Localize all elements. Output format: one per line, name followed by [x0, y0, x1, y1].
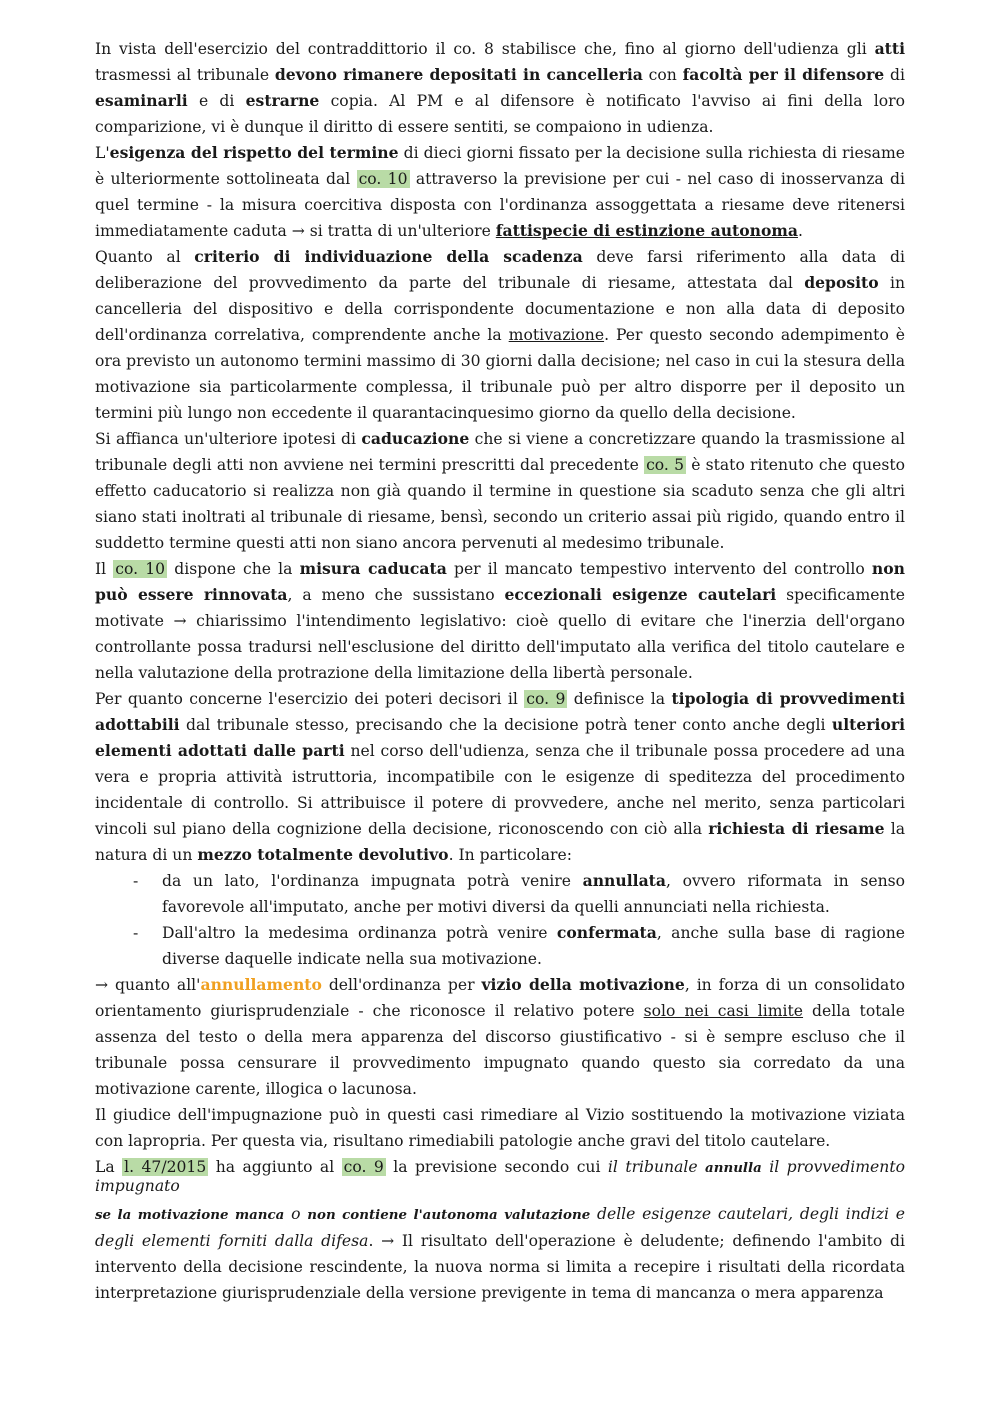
italic-text: delle esigenze cautelari, degli indizi e degli elementi forniti dalla difesa: [95, 1205, 905, 1250]
text: che si viene a concretizzare quando la trasmissione al tribunale degli atti non avviene nei termini prescritti dal precedente: [95, 430, 905, 474]
text: Il: [95, 560, 114, 578]
text: definisce la: [567, 690, 672, 708]
text: di dieci giorni fissato per la decisione sulla richiesta di riesame è ulteriormente sottolineata dal: [95, 144, 905, 188]
list-item: [95, 868, 905, 920]
list-item-text: [162, 868, 905, 920]
text: . Per questo secondo adempimento è ora previsto un autonomo termini massimo di 30 giorni dalla decisione; nel caso in cui la stesura della motivazione sia particolarmente complessa, il tribunale può per altro disporre per il deposito un termini più lungo non eccedente il quarantacinquesimo giorno da quello della decisione.: [95, 326, 905, 422]
document-page: [95, 36, 905, 1306]
text: La: [95, 1158, 123, 1176]
text: .: [797, 222, 803, 240]
text: , a meno che sussistano: [287, 586, 505, 604]
text: Quanto al: [95, 248, 195, 266]
bold-text: esaminarli: [95, 91, 188, 110]
text: , in forza di un consolidato orientamento giurisprudenziale - che riconosce il relativo potere: [95, 976, 906, 1020]
highlight-reference: co. 10: [115, 560, 166, 578]
text: copia. Al PM e al difensore è notificato l'avviso ai fini della loro comparizione, vi è dunque il diritto di essere sentiti, se compaiono in udienza.: [95, 92, 905, 136]
bold-underlined-text: fattispecie di estinzione autonoma: [495, 221, 798, 240]
text: di: [884, 66, 905, 84]
text: da un lato, l'ordinanza impugnata potrà venire: [162, 872, 583, 890]
text: della totale assenza del testo o della mera apparenza del discorso giustificativo - si è sempre escluso che il tribunale possa censurare il provvedimento impugnato quando questo sia corredato da una motivazione carente, illogica o lacunosa.: [95, 1002, 905, 1098]
highlight-reference: co. 10: [358, 170, 408, 188]
text: per il mancato tempestivo intervento del controllo: [446, 560, 872, 578]
text: attraverso la previsione per cui - nel caso di inosservanza di quel termine - la misura coercitiva disposta con l'ordinanza assoggettata a riesame deve ritenersi immediatamente caduta → si tratta di un'ulteriore: [95, 170, 905, 240]
text: ha aggiunto al: [208, 1158, 342, 1176]
text: la natura di un: [95, 820, 906, 864]
text: e di: [187, 92, 246, 110]
bold-text: richiesta di riesame: [708, 819, 885, 838]
text: dal tribunale stesso, precisando che la decisione potrà tener conto anche degli: [179, 716, 832, 734]
bold-text: deposito: [804, 273, 879, 292]
dash-bullet: -: [133, 872, 139, 890]
text: . In particolare:: [448, 846, 572, 864]
highlight-reference: co. 5: [646, 456, 684, 474]
orange-highlight-text: annullamento: [200, 975, 322, 994]
bold-italic-text: annulla: [705, 1160, 762, 1176]
bold-text: vizio della motivazione: [481, 975, 685, 994]
text: . → Il risultato dell'operazione è deludente; definendo l'ambito di intervento della decisione rescindente, la nuova norma si limita a recepire i risultati della ricordata interpretazione giurisprudenziale della versione previgente in tema di mancanza o mera apparenza: [95, 1232, 905, 1302]
bold-text: devono rimanere depositati in cancelleria: [274, 65, 643, 84]
highlight-reference: co. 9: [343, 1158, 384, 1176]
highlight-reference: co. 9: [526, 690, 566, 708]
paragraph-legge-47-2015: [95, 1154, 905, 1195]
list-item: [95, 920, 905, 972]
paragraph-motivazione-manca: [95, 1195, 905, 1306]
list-item-text: [162, 920, 905, 972]
bold-text: ulteriori elementi adottati dalle parti: [95, 715, 905, 760]
bold-text: esigenza del rispetto del termine: [109, 143, 399, 162]
text: dell'ordinanza per: [321, 976, 482, 994]
italic-text: il provvedimento impugnato: [95, 1158, 905, 1195]
text: in cancelleria del dispositivo e della corrispondente documentazione e non alla data di deposito dell'ordinanza correlativa, comprendente anche la: [95, 274, 905, 344]
text: , anche sulla base di ragione diverse daquelle indicate nella sua motivazione.: [162, 924, 906, 968]
highlight-reference: l. 47/2015: [124, 1158, 207, 1176]
paragraph-misura-caducata: [95, 556, 905, 686]
italic-text: o: [284, 1205, 308, 1223]
paragraph-caducazione: [95, 426, 905, 556]
text: In vista dell'esercizio del contraddittorio il co. 8 stabilisce che, fino al giorno dell'udienza gli: [95, 40, 875, 58]
text: L': [95, 144, 110, 162]
bold-text: misura caducata: [299, 559, 447, 578]
bold-text: tipologia di provvedimenti adottabili: [95, 689, 905, 734]
bold-text: criterio di individuazione della scadenza: [194, 247, 583, 266]
dash-bullet: -: [133, 924, 139, 942]
paragraph-termine: [95, 140, 905, 244]
text: dispone che la: [167, 560, 300, 578]
bold-text: estrarne: [245, 91, 320, 110]
text: Per quanto concerne l'esercizio dei poteri decisori il: [95, 690, 525, 708]
bold-text: mezzo totalmente devolutivo: [197, 845, 449, 864]
bold-italic-text: non contiene l'autonoma valutazione: [307, 1207, 591, 1223]
paragraph-scadenza: [95, 244, 905, 426]
text: specificamente motivate → chiarissimo l'intendimento legislativo: cioè quello di evitare che l'inerzia dell'organo controllante possa tradursi nell'esclusione del diritto dell'imputato alla verifica del titolo cautelare e nella valutazione della protrazione della limitazione della libertà personale.: [95, 586, 905, 682]
text: trasmessi al tribunale: [95, 66, 275, 84]
paragraph-poteri-decisori: [95, 686, 905, 868]
bold-italic-text: se la motivazione manca: [95, 1207, 285, 1223]
bold-text: confermata: [556, 923, 657, 942]
bold-text: eccezionali esigenze cautelari: [504, 585, 777, 604]
text: è stato ritenuto che questo effetto caducatorio si realizza non già quando il termine in questione sia scaduto senza che gli altri siano stati inoltrati al tribunale di riesame, bensì, secondo un criterio assai più rigido, quando entro il suddetto termine questi atti non siano ancora pervenuti al medesimo tribunale.: [95, 456, 905, 552]
paragraph-giudice: [95, 1102, 905, 1154]
bold-text: atti: [874, 39, 905, 58]
text: → quanto all': [95, 976, 201, 994]
text: deve farsi riferimento alla data di deliberazione del provvedimento da parte del tribunale di riesame, attestata dal: [95, 248, 905, 292]
text: , ovvero riformata in senso favorevole all'imputato, anche per motivi diversi da quelli annunciati nella richiesta.: [162, 872, 906, 916]
bold-text: annullata: [582, 871, 666, 890]
paragraph-contraddittorio: [95, 36, 905, 140]
text: nel corso dell'udienza, senza che il tribunale possa procedere ad una vera e propria attività istruttoria, incompatibile con le esigenze di speditezza del procedimento incidentale di controllo. Si attribuisce il potere di provvedere, anche nel merito, senza particolari vincoli sul piano della cognizione della decisione, riconoscendo con ciò alla: [95, 742, 906, 838]
bold-text: non può essere rinnovata: [95, 559, 905, 604]
text: con: [642, 66, 683, 84]
underlined-text: solo nei casi limite: [643, 1002, 804, 1020]
text: Il giudice dell'impugnazione può in questi casi rimediare al Vizio sostituendo la motivazione viziata con lapropria. Per questa via, risultano rimediabili patologie anche gravi del titolo cautelare.: [95, 1106, 905, 1150]
bold-text: caducazione: [361, 429, 470, 448]
text: Si affianca un'ulteriore ipotesi di: [95, 430, 362, 448]
italic-text: il tribunale: [607, 1158, 706, 1176]
text: Dall'altro la medesima ordinanza potrà venire: [162, 924, 557, 942]
underlined-text: motivazione: [508, 326, 605, 344]
paragraph-annullamento: [95, 972, 905, 1102]
text: la previsione secondo cui: [385, 1158, 608, 1176]
bold-text: facoltà per il difensore: [682, 65, 885, 84]
